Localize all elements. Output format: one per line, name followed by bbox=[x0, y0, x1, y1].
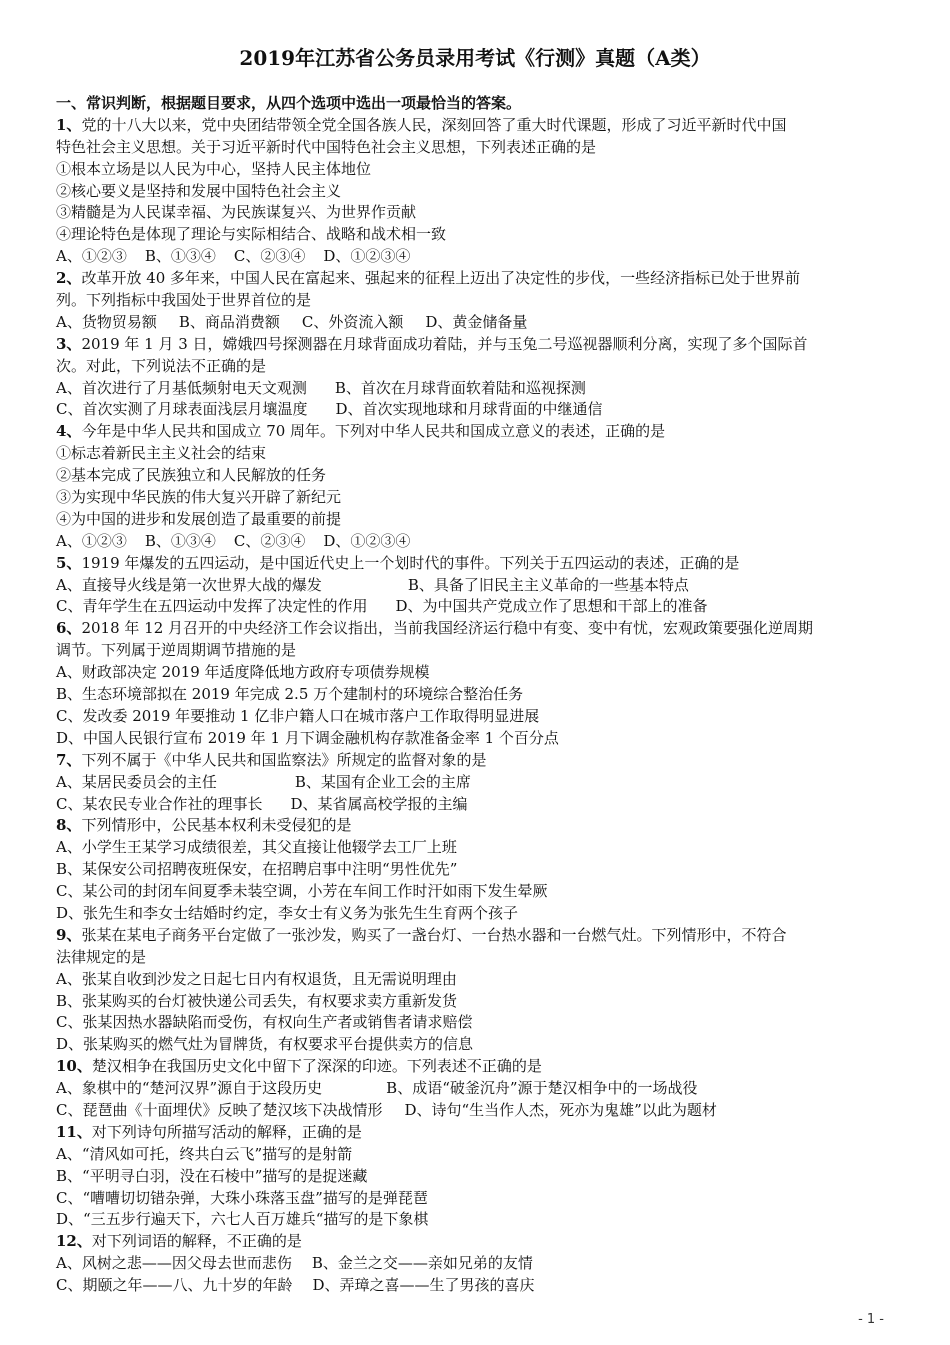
question-stem-line bbox=[56, 618, 886, 640]
answer-option[interactable]: B、①③④ bbox=[144, 531, 216, 550]
answer-option[interactable]: C、首次实测了月球表面浅层月壤温度 bbox=[56, 400, 308, 419]
answer-option[interactable]: A、①②③ bbox=[56, 247, 127, 266]
answer-option[interactable]: D、黄金储备量 bbox=[425, 312, 528, 331]
question-stem-text: 调节。下列属于逆周期调节措施的是 bbox=[56, 641, 297, 660]
question-number: 1、 bbox=[56, 115, 82, 134]
question-stem-text: 楚汉相争在我国历史文化中留下了深深的印迹。下列表述不正确的是 bbox=[91, 1057, 542, 1076]
option-row bbox=[56, 531, 886, 553]
question-item: A、小学生王某学习成绩很差，其父直接让他辍学去工厂上班 bbox=[56, 838, 457, 857]
answer-option[interactable]: C、②③④ bbox=[233, 247, 306, 266]
question-number: 12、 bbox=[56, 1232, 92, 1251]
question-stem-text: 今年是中华人民共和国成立 70 周年。下列对中华人民共和国成立意义的表述，正确的是 bbox=[81, 422, 666, 441]
answer-option[interactable]: A、象棋中的“楚河汉界”源自于这段历史 bbox=[56, 1079, 323, 1098]
question-stem-text: 2019 年 1 月 3 日，嫦娥四号探测器在月球背面成功着陆，并与玉兔二号巡视器顺利分离，实现了多个国际首 bbox=[81, 334, 808, 353]
question-item: ②基本完成了民族独立和人民解放的任务 bbox=[56, 466, 327, 485]
question-list bbox=[56, 93, 886, 1297]
question-10 bbox=[56, 1056, 886, 1122]
answer-option[interactable]: A、首次进行了月基低频射电天文观测 bbox=[56, 378, 307, 397]
option-row bbox=[56, 794, 886, 816]
question-stem-line bbox=[56, 553, 886, 575]
question-stem-line bbox=[56, 1122, 886, 1144]
answer-option[interactable]: C、青年学生在五四运动中发挥了决定性的作用 bbox=[56, 597, 368, 616]
question-number: 6、 bbox=[56, 619, 82, 638]
answer-option[interactable]: D、①②③④ bbox=[323, 247, 411, 266]
answer-option[interactable]: B、成语“破釜沉舟”源于楚汉相争中的一场战役 bbox=[386, 1079, 698, 1098]
question-stem-line bbox=[56, 925, 886, 947]
question-stem-text: 2018 年 12 月召开的中央经济工作会议指出，当前我国经济运行稳中有变、变中有忧，宏观政策要强化逆周期 bbox=[81, 619, 814, 638]
question-12 bbox=[56, 1231, 886, 1297]
question-stem-line bbox=[56, 1231, 886, 1253]
question-2 bbox=[56, 268, 886, 334]
question-1 bbox=[56, 115, 886, 268]
option-row bbox=[56, 1253, 886, 1275]
question-item: A、财政部决定 2019 年适度降低地方政府专项债券规模 bbox=[56, 663, 430, 682]
question-stem-line bbox=[56, 290, 886, 312]
answer-option[interactable]: B、具备了旧民主主义革命的一些基本特点 bbox=[407, 575, 689, 594]
option-row bbox=[56, 575, 886, 597]
question-item: ②核心要义是坚持和发展中国特色社会主义 bbox=[56, 181, 342, 200]
option-row bbox=[56, 312, 886, 334]
question-8 bbox=[56, 815, 886, 924]
page-number: - 1 - bbox=[858, 1312, 884, 1327]
option-row bbox=[56, 772, 886, 794]
question-stem-text: 次。对此，下列说法不正确的是 bbox=[56, 356, 267, 375]
question-stem-line bbox=[56, 1056, 886, 1078]
question-item: D、中国人民银行宣布 2019 年 1 月下调金融机构存款准备金率 1 个百分点 bbox=[56, 728, 559, 747]
question-number: 2、 bbox=[56, 269, 82, 288]
question-item: C、张某因热水器缺陷而受伤，有权向生产者或销售者请求赔偿 bbox=[56, 1013, 473, 1032]
answer-option[interactable]: A、风树之悲——因父母去世而悲伤 bbox=[56, 1254, 292, 1273]
question-number: 7、 bbox=[56, 750, 82, 769]
question-item: A、张某自收到沙发之日起七日内有权退货，且无需说明理由 bbox=[56, 969, 457, 988]
answer-option[interactable]: C、外资流入额 bbox=[301, 312, 404, 331]
answer-option[interactable]: D、为中国共产党成立作了思想和干部上的准备 bbox=[395, 597, 708, 616]
answer-option[interactable]: A、某居民委员会的主任 bbox=[56, 772, 217, 791]
question-item: B、张某购买的台灯被快递公司丢失，有权要求卖方重新发货 bbox=[56, 991, 458, 1010]
question-5 bbox=[56, 553, 886, 619]
question-stem-line bbox=[56, 334, 886, 356]
question-item: B、生态环境部拟在 2019 年完成 2.5 万个建制村的环境综合整治任务 bbox=[56, 685, 524, 704]
question-item: ①标志着新民主主义社会的结束 bbox=[56, 444, 267, 463]
question-number: 9、 bbox=[56, 925, 82, 944]
question-stem-text: 对下列诗句所描写活动的解释，正确的是 bbox=[91, 1122, 362, 1141]
question-stem-text: 1919 年爆发的五四运动，是中国近代史上一个划时代的事件。下列关于五四运动的表述，正确的是 bbox=[81, 553, 740, 572]
option-row bbox=[56, 1078, 886, 1100]
question-item: B、“平明寻白羽，没在石棱中”描写的是捉迷藏 bbox=[56, 1166, 368, 1185]
question-item: ③精髓是为人民谋幸福、为民族谋复兴、为世界作贡献 bbox=[56, 203, 417, 222]
question-stem-line bbox=[56, 815, 886, 837]
answer-option[interactable]: C、②③④ bbox=[233, 531, 306, 550]
question-item: B、某保安公司招聘夜班保安，在招聘启事中注明“男性优先” bbox=[56, 860, 458, 879]
question-stem-text: 法律规定的是 bbox=[56, 947, 147, 966]
question-11 bbox=[56, 1122, 886, 1231]
question-number: 4、 bbox=[56, 422, 82, 441]
question-item: C、某公司的封闭车间夏季未装空调，小芳在车间工作时汗如雨下发生晕厥 bbox=[56, 882, 548, 901]
question-stem-text: 列。下列指标中我国处于世界首位的是 bbox=[56, 291, 312, 310]
question-item: D、“三五步行遍天下，六七人百万雄兵“描写的是下象棋 bbox=[56, 1210, 429, 1229]
question-item: D、张先生和李女士结婚时约定，李女士有义务为张先生生育两个孩子 bbox=[56, 903, 519, 922]
answer-option[interactable]: D、某省属高校学报的主编 bbox=[290, 794, 468, 813]
option-row bbox=[56, 246, 886, 268]
question-stem-line bbox=[56, 268, 886, 290]
question-stem-line bbox=[56, 640, 886, 662]
question-item: D、张某购买的燃气灶为冒牌货，有权要求平台提供卖方的信息 bbox=[56, 1035, 474, 1054]
question-stem-line bbox=[56, 137, 886, 159]
question-item: A、“清风如可托，终共白云飞”描写的是射箭 bbox=[56, 1144, 353, 1163]
option-row bbox=[56, 1100, 886, 1122]
question-stem-text: 下列不属于《中华人民共和国监察法》所规定的监督对象的是 bbox=[81, 750, 487, 769]
answer-option[interactable]: B、商品消费额 bbox=[178, 312, 280, 331]
question-stem-line bbox=[56, 947, 886, 969]
question-item: ③为实现中华民族的伟大复兴开辟了新纪元 bbox=[56, 488, 342, 507]
answer-option[interactable]: B、某国有企业工会的主席 bbox=[294, 772, 471, 791]
answer-option[interactable]: D、①②③④ bbox=[323, 531, 411, 550]
question-stem-line bbox=[56, 750, 886, 772]
question-number: 3、 bbox=[56, 334, 82, 353]
answer-option[interactable]: B、首次在月球背面软着陆和巡视探测 bbox=[334, 378, 586, 397]
question-stem-text: 党的十八大以来，党中央团结带领全党全国各族人民，深刻回答了重大时代课题，形成了习近平新时代中国 bbox=[81, 115, 787, 134]
question-3 bbox=[56, 334, 886, 422]
option-row bbox=[56, 378, 886, 400]
question-item: C、“嘈嘈切切错杂弹，大珠小珠落玉盘”描写的是弹琵琶 bbox=[56, 1188, 428, 1207]
option-row bbox=[56, 399, 886, 421]
question-stem-line bbox=[56, 356, 886, 378]
answer-option[interactable]: A、直接导火线是第一次世界大战的爆发 bbox=[56, 575, 322, 594]
answer-option[interactable]: D、首次实现地球和月球背面的中继通信 bbox=[335, 400, 603, 419]
question-stem-text: 对下列词语的解释，不正确的是 bbox=[91, 1232, 302, 1251]
question-number: 8、 bbox=[56, 816, 82, 835]
section-heading: 一、常识判断，根据题目要求，从四个选项中选出一项最恰当的答案。 bbox=[56, 94, 522, 112]
answer-option[interactable]: A、货物贸易额 bbox=[56, 312, 157, 331]
question-stem-text: 下列情形中，公民基本权利未受侵犯的是 bbox=[81, 816, 352, 835]
question-stem-text: 特色社会主义思想。关于习近平新时代中国特色社会主义思想，下列表述正确的是 bbox=[56, 137, 597, 156]
question-7 bbox=[56, 750, 886, 816]
answer-option[interactable]: C、某农民专业合作社的理事长 bbox=[56, 794, 263, 813]
question-number: 11、 bbox=[56, 1122, 92, 1141]
answer-option[interactable]: A、①②③ bbox=[56, 531, 127, 550]
question-9 bbox=[56, 925, 886, 1056]
question-stem-text: 张某在某电子商务平台定做了一张沙发，购买了一盏台灯、一台热水器和一台燃气灶。下列情形中，不符合 bbox=[81, 925, 787, 944]
answer-option[interactable]: C、期颐之年——八、九十岁的年龄 bbox=[56, 1276, 293, 1295]
answer-option[interactable]: D、诗句“生当作人杰，死亦为鬼雄”以此为题材 bbox=[404, 1100, 717, 1119]
question-item: ①根本立场是以人民为中心，坚持人民主体地位 bbox=[56, 159, 372, 178]
question-item: ④为中国的进步和发展创造了最重要的前提 bbox=[56, 509, 342, 528]
question-item: ④理论特色是体现了理论与实际相结合、战略和战术相一致 bbox=[56, 225, 447, 244]
answer-option[interactable]: D、弄璋之喜——生了男孩的喜庆 bbox=[312, 1276, 535, 1295]
question-stem-line bbox=[56, 421, 886, 443]
answer-option[interactable]: C、琵琶曲《十面埋伏》反映了楚汉垓下决战情形 bbox=[56, 1100, 383, 1119]
question-number: 10、 bbox=[56, 1057, 92, 1076]
option-row bbox=[56, 1275, 886, 1297]
question-number: 5、 bbox=[56, 553, 82, 572]
question-4 bbox=[56, 421, 886, 552]
answer-option[interactable]: B、①③④ bbox=[144, 247, 216, 266]
question-stem-line bbox=[56, 115, 886, 137]
question-stem-text: 改革开放 40 多年来，中国人民在富起来、强起来的征程上迈出了决定性的步伐，一些经济指标已处于世界前 bbox=[81, 269, 801, 288]
question-item: C、发改委 2019 年要推动 1 亿非户籍人口在城市落户工作取得明显进展 bbox=[56, 706, 540, 725]
page-title: 2019年江苏省公务员录用考试《行测》真题（A类） bbox=[239, 46, 711, 70]
answer-option[interactable]: B、金兰之交——亲如兄弟的友情 bbox=[311, 1254, 533, 1273]
option-row bbox=[56, 596, 886, 618]
question-6 bbox=[56, 618, 886, 749]
